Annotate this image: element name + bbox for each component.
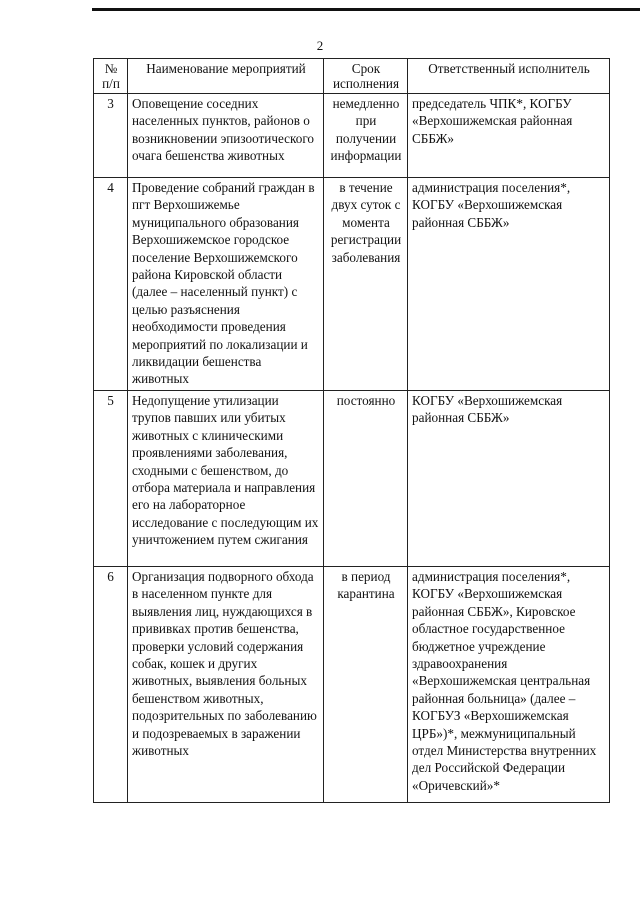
header-executor: Ответственный исполнитель	[408, 59, 610, 94]
measure-term: немедленно при получении информации	[324, 94, 408, 178]
row-number: 5	[94, 390, 128, 566]
top-rule	[92, 8, 640, 11]
table-row	[94, 178, 610, 391]
measure-name: Оповещение соседних населенных пунктов, районов о возникновении эпизоотического очага бешенства животных	[128, 94, 324, 178]
measure-name: Недопущение утилизации трупов павших или убитых животных с клиническими проявлениями заболевания, сходными с бешенством, до отбора материала и направления его на лабораторное исследование с последующим их уничтожением путем сжигания	[128, 390, 324, 566]
measure-term: постоянно	[324, 390, 408, 566]
row-number: 4	[94, 178, 128, 391]
measure-executor: председатель ЧПК*, КОГБУ «Верхошижемская районная СББЖ»	[408, 94, 610, 178]
header-num: № п/п	[94, 59, 128, 94]
row-number: 3	[94, 94, 128, 178]
measure-executor: администрация поселения*, КОГБУ «Верхошижемская районная СББЖ», Кировское областное государственное бюджетное учреждение здравоохранения «Верхошижемская центральная районная больница» (далее – КОГБУЗ «Верхошижемская ЦРБ»)*, межмуниципальный отдел Министерства внутренних дел Российской Федерации «Оричевский»*	[408, 566, 610, 802]
table-row	[94, 94, 610, 178]
row-number: 6	[94, 566, 128, 802]
measure-name: Организация подворного обхода в населенном пункте для выявления лиц, нуждающихся в прививках против бешенства, проверки условий содержания собак, кошек и других животных, выявления больных бешенством животных, подозрительных по заболеванию и подозреваемых в заражении животных	[128, 566, 324, 802]
table-row	[94, 390, 610, 566]
table-row	[94, 566, 610, 802]
page-number: 2	[316, 38, 324, 53]
measure-term: в течение двух суток с момента регистрации заболевания	[324, 178, 408, 391]
measure-term: в период карантина	[324, 566, 408, 802]
table-header	[94, 59, 610, 94]
measure-name: Проведение собраний граждан в пгт Верхошижемье муниципального образования Верхошижемское городское поселение Верхошижемского района Кировской области (далее – населенный пункт) с целью разъяснения необходимости проведения мероприятий по локализации и ликвидации бешенства животных	[128, 178, 324, 391]
measure-executor: администрация поселения*, КОГБУ «Верхошижемская районная СББЖ»	[408, 178, 610, 391]
measure-executor: КОГБУ «Верхошижемская районная СББЖ»	[408, 390, 610, 566]
header-term: Срок исполнения	[324, 59, 408, 94]
header-name: Наименование мероприятий	[128, 59, 324, 94]
measures-table	[93, 58, 610, 803]
